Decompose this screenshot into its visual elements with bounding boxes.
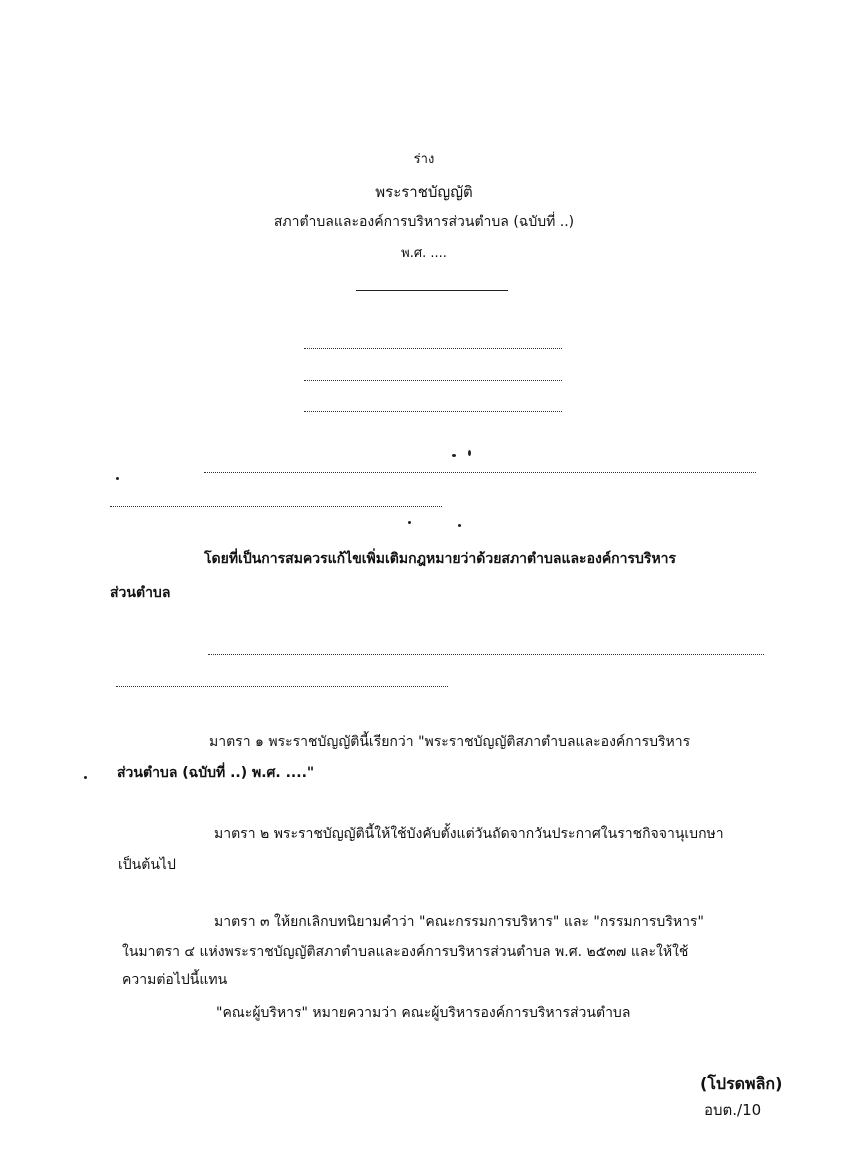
blank-line [116,686,448,687]
preamble-line-2: ส่วนตำบล [110,585,171,601]
scan-speck [452,454,456,457]
act-year: พ.ศ. .... [401,246,447,261]
turn-over-note: (โปรดพลิก) [700,1074,783,1093]
scan-speck [468,450,471,456]
section-2-line-2: เป็นต้นไป [118,857,176,873]
preamble-line-1: โดยที่เป็นการสมควรแก้ไขเพิ่มเติมกฎหมายว่าด้วยสภาตำบลและองค์การบริหาร [204,551,677,567]
header-underline [356,290,508,291]
scan-speck [116,477,119,480]
blank-line [110,506,442,507]
blank-line [304,348,562,349]
blank-line [204,472,756,473]
act-subject: สภาตำบลและองค์การบริหารส่วนตำบล (ฉบับที่ ..) [273,214,575,230]
act-title: พระราชบัญญัติ [375,183,473,201]
section-1-line-2: ส่วนตำบล (ฉบับที่ ..) พ.ศ. ...." [117,765,315,781]
draft-label: ร่าง [413,152,435,167]
section-1-line-1: มาตรา ๑ พระราชบัญญัตินี้เรียกว่า "พระราชบัญญัติสภาตำบลและองค์การบริหาร [209,734,691,750]
scan-speck [408,521,411,524]
scan-speck [84,776,87,779]
blank-line [208,654,764,655]
scan-speck [458,524,461,527]
blank-line [304,380,562,381]
section-3-line-3: ความต่อไปนี้แทน [122,972,228,988]
definition-line: "คณะผู้บริหาร" หมายความว่า คณะผู้บริหารองค์การบริหารส่วนตำบล [216,1005,631,1021]
blank-line [304,411,562,412]
section-2-line-1: มาตรา ๒ พระราชบัญญัตินี้ให้ใช้บังคับตั้งแต่วันถัดจากวันประกาศในราชกิจจานุเบกษา [214,826,724,842]
form-code: อบต./10 [704,1101,762,1119]
section-3-line-1: มาตรา ๓ ให้ยกเลิกบทนิยามคำว่า "คณะกรรมการบริหาร" และ "กรรมการบริหาร" [214,914,704,930]
section-3-line-2: ในมาตรา ๔ แห่งพระราชบัญญัติสภาตำบลและองค์การบริหารส่วนตำบล พ.ศ. ๒๕๓๗ และให้ใช้ [122,944,689,960]
